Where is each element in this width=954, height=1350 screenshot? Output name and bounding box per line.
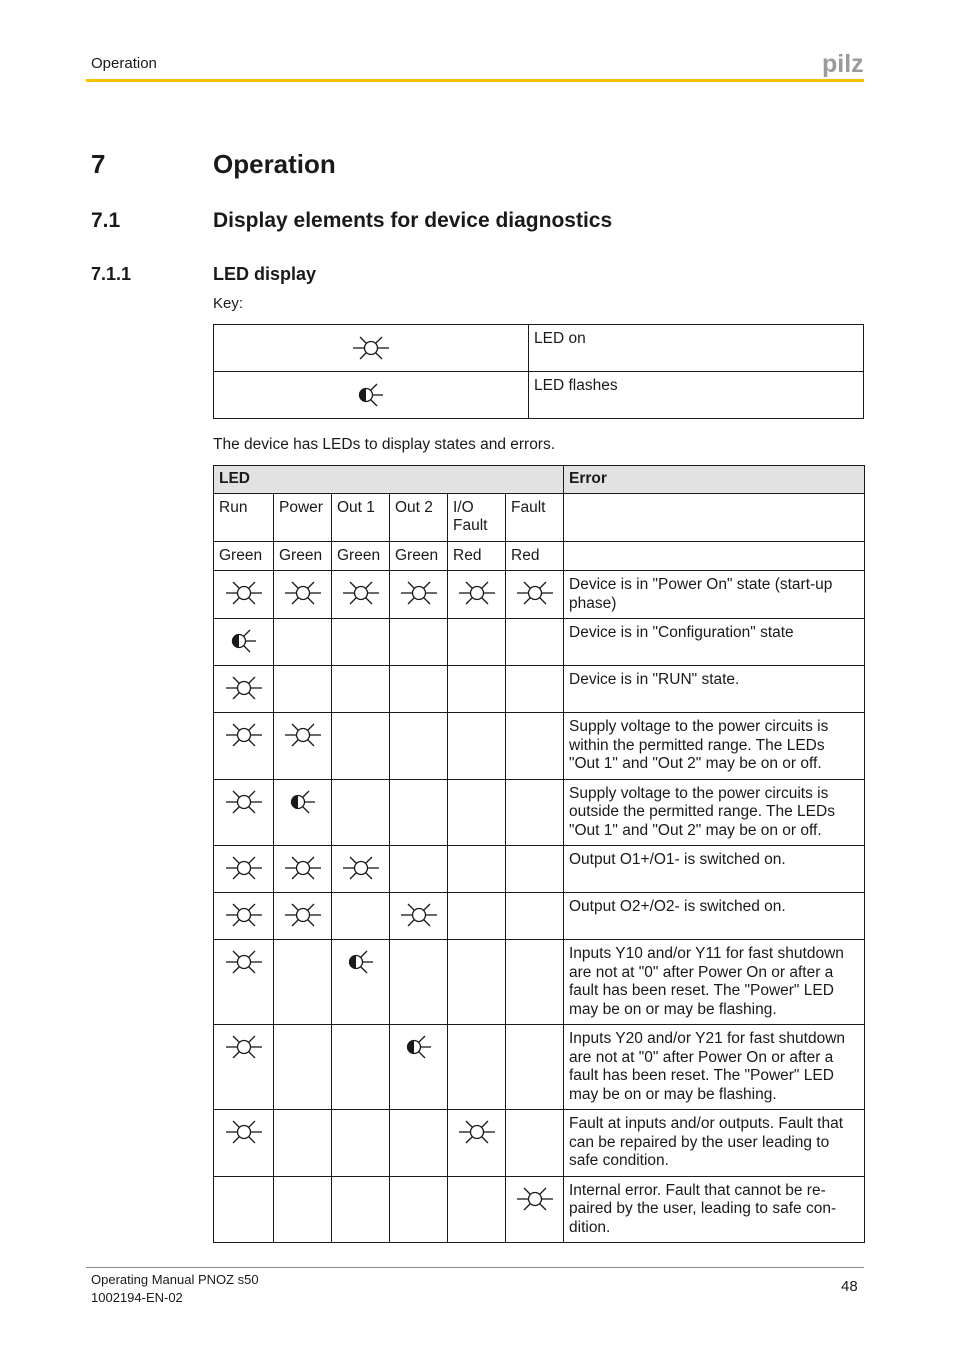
led-on-icon	[341, 852, 381, 884]
led-name: Run	[214, 493, 274, 541]
table-row	[214, 1110, 865, 1177]
led-state-cell	[390, 940, 448, 1025]
led-name: Fault	[506, 493, 564, 541]
error-description: Output O2+/O2- is switched on.	[564, 893, 865, 940]
key-symbol-cell	[214, 372, 529, 419]
led-state-cell	[332, 619, 390, 666]
led-state-cell	[448, 571, 506, 619]
led-name: Out 1	[332, 493, 390, 541]
led-on-icon	[224, 1116, 264, 1148]
led-state-cell	[390, 1176, 448, 1243]
led-color: Red	[448, 541, 506, 571]
subsection-title: LED display	[213, 264, 317, 284]
table-row	[214, 846, 865, 893]
led-on-icon	[224, 899, 264, 931]
table-row	[214, 940, 865, 1025]
led-state-cell	[274, 713, 332, 780]
led-state-cell	[214, 1025, 274, 1110]
led-colors-row	[214, 541, 865, 571]
led-flash-icon	[399, 1031, 439, 1063]
led-state-cell	[332, 940, 390, 1025]
key-table	[213, 324, 864, 419]
empty-cell	[564, 541, 865, 571]
table-row	[214, 779, 865, 846]
led-state-cell	[390, 779, 448, 846]
table-row	[214, 713, 865, 780]
error-description: Supply voltage to the power circuits is outside the permitted range. The LEDs "Out 1" and "Out 2" may be on or off.	[564, 779, 865, 846]
led-name: Out 2	[390, 493, 448, 541]
header-rule	[86, 79, 864, 82]
led-state-cell	[214, 940, 274, 1025]
led-on-icon	[224, 1031, 264, 1063]
led-flash-icon	[224, 625, 264, 657]
led-state-cell	[506, 571, 564, 619]
led-state-cell	[274, 893, 332, 940]
led-state-cell	[214, 713, 274, 780]
table-row	[214, 1176, 865, 1243]
footer-manual-title: Operating Manual PNOZ s50	[91, 1272, 259, 1287]
empty-cell	[564, 493, 865, 541]
intro-text: The device has LEDs to display states and errors.	[213, 436, 556, 453]
led-color: Green	[214, 541, 274, 571]
led-state-cell	[448, 846, 506, 893]
led-state-cell	[214, 1176, 274, 1243]
led-color: Green	[274, 541, 332, 571]
table-row	[214, 619, 865, 666]
led-state-cell	[274, 846, 332, 893]
led-on-icon	[457, 1116, 497, 1148]
led-state-cell	[506, 1110, 564, 1177]
key-desc: LED flashes	[529, 372, 864, 419]
led-on-icon	[224, 786, 264, 818]
led-state-cell	[506, 940, 564, 1025]
led-on-icon	[515, 1183, 555, 1215]
led-state-cell	[390, 571, 448, 619]
led-color: Green	[390, 541, 448, 571]
error-description: Supply voltage to the power circuits is within the permitted range. The LEDs "Out 1" and "Out 2" may be on or off.	[564, 713, 865, 780]
led-flash-icon	[283, 786, 323, 818]
error-description: Device is in "Power On" state (start-up phase)	[564, 571, 865, 619]
pilz-logo: pilz	[822, 50, 864, 78]
key-row-flash	[214, 372, 864, 419]
led-state-cell	[506, 893, 564, 940]
led-state-cell	[274, 1025, 332, 1110]
section-title: Display elements for device diagnostics	[213, 209, 613, 232]
led-on-icon	[283, 719, 323, 751]
led-state-cell	[506, 1025, 564, 1110]
led-state-cell	[390, 893, 448, 940]
led-state-cell	[390, 666, 448, 713]
key-symbol-cell	[214, 325, 529, 372]
led-state-cell	[506, 779, 564, 846]
led-on-icon	[399, 577, 439, 609]
led-state-cell	[390, 619, 448, 666]
led-state-cell	[332, 713, 390, 780]
table-row	[214, 1025, 865, 1110]
table-row	[214, 893, 865, 940]
led-name: Power	[274, 493, 332, 541]
led-state-cell	[448, 666, 506, 713]
subsection-number: 7.1.1	[91, 264, 132, 284]
led-state-cell	[390, 846, 448, 893]
led-on-icon	[515, 577, 555, 609]
section-number: 7.1	[91, 209, 121, 232]
led-state-cell	[506, 619, 564, 666]
error-description: Internal error. Fault that cannot be re-paired by the user, leading to safe con-dition.	[564, 1176, 865, 1243]
led-state-cell	[448, 1025, 506, 1110]
led-state-cell	[214, 666, 274, 713]
led-names-row	[214, 493, 865, 541]
led-color: Green	[332, 541, 390, 571]
table-row	[214, 571, 865, 619]
error-description: Inputs Y20 and/or Y21 for fast shutdown are not at "0" after Power On or after a fault has been reset. The "Power" LED may be on or may be flashing.	[564, 1025, 865, 1110]
header-error: Error	[564, 466, 865, 494]
led-state-cell	[506, 1176, 564, 1243]
led-state-cell	[332, 1176, 390, 1243]
led-state-cell	[274, 666, 332, 713]
footer-doc-number: 1002194-EN-02	[91, 1290, 183, 1305]
page-number: 48	[841, 1278, 858, 1295]
led-on-icon	[224, 719, 264, 751]
led-state-cell	[448, 1176, 506, 1243]
led-state-cell	[390, 713, 448, 780]
led-state-cell	[274, 1176, 332, 1243]
chapter-title: Operation	[213, 149, 336, 179]
led-state-cell	[214, 571, 274, 619]
led-state-cell	[448, 779, 506, 846]
table-row	[214, 666, 865, 713]
error-description: Device is in "RUN" state.	[564, 666, 865, 713]
led-state-cell	[506, 666, 564, 713]
led-state-cell	[274, 940, 332, 1025]
header-section-title: Operation	[91, 55, 157, 72]
led-flash-icon	[341, 946, 381, 978]
led-state-cell	[214, 619, 274, 666]
led-state-cell	[274, 619, 332, 666]
led-state-cell	[332, 846, 390, 893]
table-header-row	[214, 466, 865, 494]
led-state-cell	[448, 619, 506, 666]
led-name: I/O Fault	[448, 493, 506, 541]
error-description: Fault at inputs and/or outputs. Fault that can be repaired by the user leading to safe condition.	[564, 1110, 865, 1177]
led-state-cell	[214, 779, 274, 846]
led-state-cell	[214, 1110, 274, 1177]
led-state-cell	[274, 779, 332, 846]
led-state-cell	[448, 940, 506, 1025]
led-state-cell	[332, 1110, 390, 1177]
led-on-icon	[351, 332, 391, 364]
led-on-icon	[224, 852, 264, 884]
led-on-icon	[341, 577, 381, 609]
led-color: Red	[506, 541, 564, 571]
led-flash-icon	[351, 379, 391, 411]
key-label: Key:	[213, 295, 244, 312]
led-state-cell	[506, 713, 564, 780]
led-state-cell	[214, 893, 274, 940]
led-state-cell	[448, 1110, 506, 1177]
error-description: Output O1+/O1- is switched on.	[564, 846, 865, 893]
led-state-cell	[506, 846, 564, 893]
led-status-table	[213, 465, 865, 1243]
key-desc: LED on	[529, 325, 864, 372]
led-on-icon	[224, 577, 264, 609]
led-state-cell	[332, 779, 390, 846]
led-state-cell	[390, 1025, 448, 1110]
led-state-cell	[332, 893, 390, 940]
led-on-icon	[283, 577, 323, 609]
led-state-cell	[332, 571, 390, 619]
led-state-cell	[332, 666, 390, 713]
error-description: Inputs Y10 and/or Y11 for fast shutdown are not at "0" after Power On or after a fault has been reset. The "Power" LED may be on or may be flashing.	[564, 940, 865, 1025]
led-state-cell	[448, 713, 506, 780]
led-on-icon	[224, 946, 264, 978]
led-state-cell	[448, 893, 506, 940]
key-row-on	[214, 325, 864, 372]
led-state-cell	[390, 1110, 448, 1177]
led-state-cell	[332, 1025, 390, 1110]
led-on-icon	[457, 577, 497, 609]
footer-rule	[86, 1267, 864, 1268]
led-on-icon	[283, 899, 323, 931]
led-on-icon	[399, 899, 439, 931]
led-state-cell	[274, 571, 332, 619]
chapter-number: 7	[91, 149, 106, 179]
led-state-cell	[274, 1110, 332, 1177]
state-rows	[214, 571, 865, 1243]
led-state-cell	[214, 846, 274, 893]
error-description: Device is in "Configuration" state	[564, 619, 865, 666]
led-on-icon	[283, 852, 323, 884]
header-led: LED	[214, 466, 564, 494]
led-on-icon	[224, 672, 264, 704]
